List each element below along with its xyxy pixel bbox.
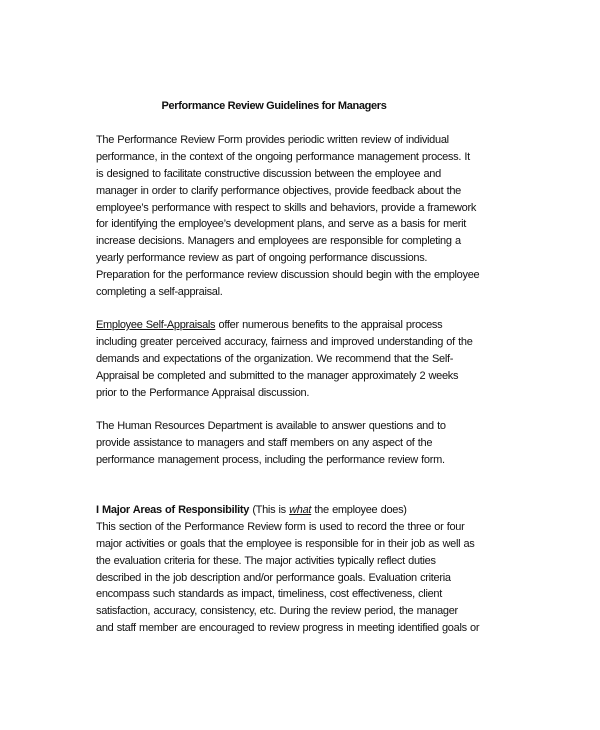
text-line: The Performance Review Form provides periodic written review of individual	[96, 134, 449, 146]
text-line: completing a self-appraisal.	[96, 286, 223, 299]
text-fragment: the employee does)	[311, 504, 407, 516]
document-title: Performance Review Guidelines for Managers	[161, 100, 387, 112]
text-line: employee’s performance with respect to skills and behaviors, provide a framework	[96, 201, 477, 214]
text-line: demands and expectations of the organization. We recommend that the Self-	[96, 352, 454, 365]
text-line: described in the job description and/or performance goals. Evaluation criteria	[96, 571, 451, 584]
text-line: prior to the Performance Appraisal discussion.	[96, 386, 310, 399]
text-line: encompass such standards as impact, timeliness, cost effectiveness, client	[96, 588, 442, 601]
underlined-term: Employee Self-Appraisals	[96, 319, 216, 331]
text-line: major activities or goals that the employee is responsible for in their job as well as	[96, 537, 475, 550]
text-line: yearly performance review as part of ongoing performance discussions.	[96, 252, 428, 265]
text-line: the evaluation criteria for these. The major activities typically reflect duties	[96, 554, 436, 567]
text-line: provide assistance to managers and staff members on any aspect of the	[96, 436, 433, 449]
intro-paragraph	[96, 132, 479, 301]
section-major-areas	[96, 502, 479, 637]
text-line: Preparation for the performance review discussion should begin with the employee	[96, 269, 480, 282]
text-line: performance management process, including the performance review form.	[96, 453, 445, 466]
text-line: performance, in the context of the ongoing performance management process. It	[96, 150, 470, 163]
text-line: satisfaction, accuracy, consistency, etc. During the review period, the manager	[96, 605, 458, 618]
text-line: and staff member are encouraged to review progress in meeting identified goals or	[96, 622, 480, 635]
hr-paragraph	[96, 418, 446, 469]
text-line	[96, 317, 473, 334]
text-line: The Human Resources Department is available to answer questions and to	[96, 420, 446, 432]
text-line: manager in order to clarify performance objectives, provide feedback about the	[96, 184, 461, 197]
text-line: is designed to facilitate constructive discussion between the employee and	[96, 167, 441, 180]
text-line: increase decisions. Managers and employees are responsible for completing a	[96, 235, 461, 248]
text-line: including greater perceived accuracy, fairness and improved understanding of the	[96, 335, 473, 348]
text-line: for identifying the employee’s development plans, and serve as a basis for merit	[96, 218, 467, 231]
text-fragment: (This is	[249, 504, 290, 516]
emphasis: what	[289, 504, 312, 516]
text-fragment: offer numerous benefits to the appraisal process	[215, 319, 443, 331]
section-heading-title: I Major Areas of Responsibility	[96, 504, 250, 516]
self-appraisal-paragraph	[96, 317, 473, 401]
text-line: This section of the Performance Review form is used to record the three or four	[96, 520, 465, 533]
section-heading	[96, 502, 479, 519]
text-line: Appraisal be completed and submitted to the manager approximately 2 weeks	[96, 369, 459, 382]
